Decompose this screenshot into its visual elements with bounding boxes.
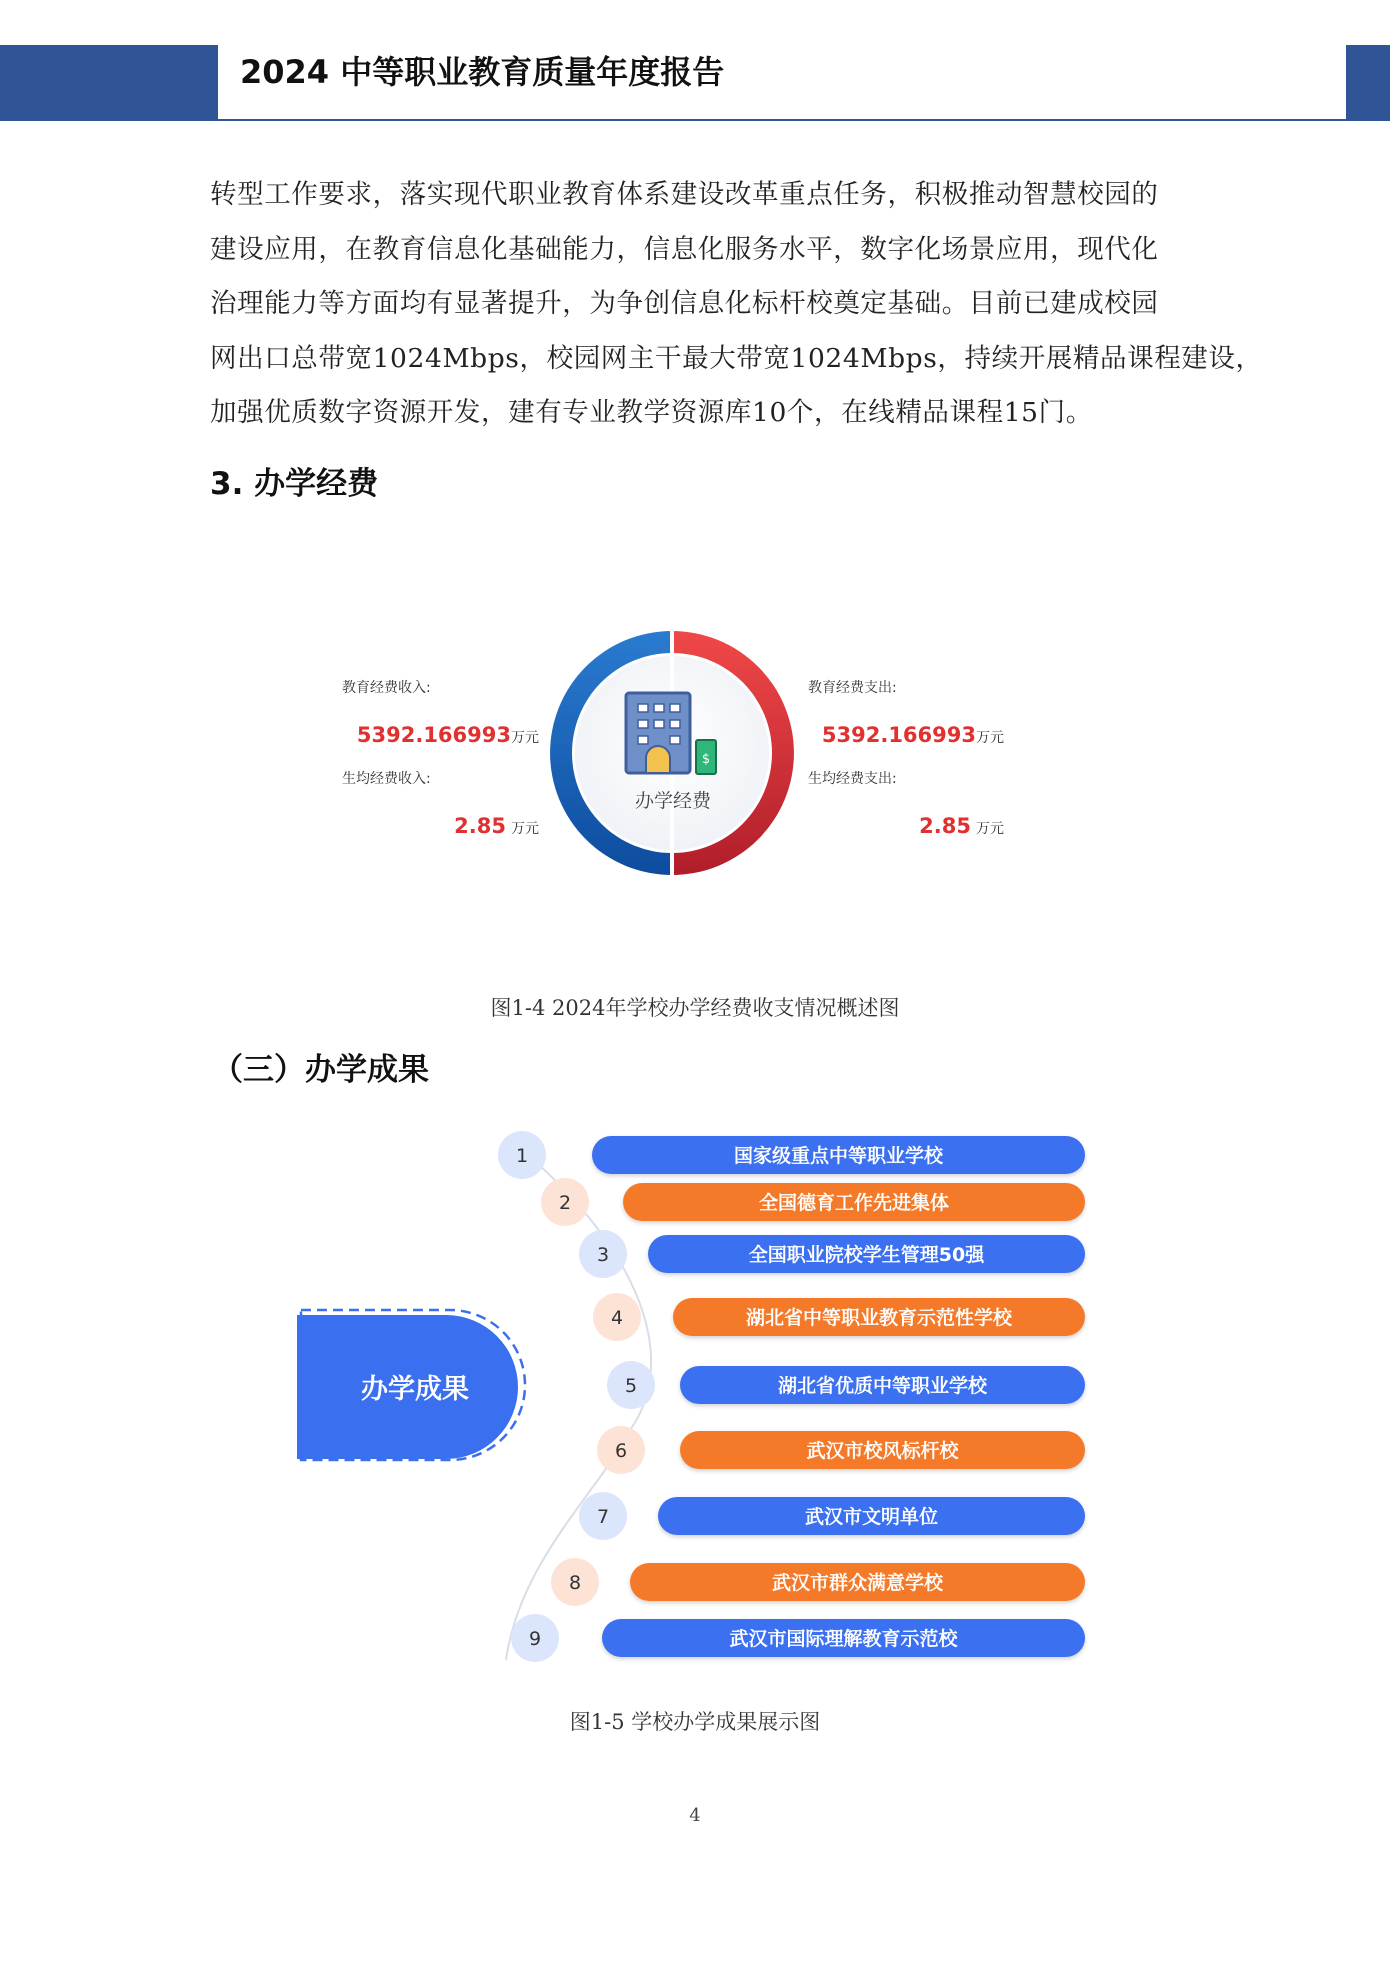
achievement-text: 全国职业院校学生管理50强: [748, 1244, 985, 1266]
achievements-center-label: 办学成果: [361, 1374, 469, 1405]
achievement-number: 8: [568, 1572, 582, 1594]
body-paragraph: [210, 168, 1263, 441]
achievement-text: 武汉市文明单位: [804, 1506, 939, 1528]
report-title: 2024 中等职业教育质量年度报告: [240, 53, 725, 91]
achievement-number: 9: [528, 1628, 542, 1650]
section-heading-funding: 3. 办学经费: [210, 466, 379, 502]
income-value-line: [357, 723, 539, 747]
achievement-text: 全国德育工作先进集体: [758, 1192, 950, 1214]
expense-label: 教育经费支出:: [808, 680, 897, 696]
income-unit: 万元: [511, 730, 539, 746]
achievement-number: 7: [596, 1506, 610, 1528]
body-line: 加强优质数字资源开发，建有专业教学资源库10个，在线精品课程15门。: [210, 397, 1093, 428]
funding-figure: [0, 600, 1390, 910]
achievement-number: 6: [614, 1440, 628, 1462]
achievement-number: 3: [596, 1244, 610, 1266]
achievement-text: 武汉市国际理解教育示范校: [729, 1628, 958, 1650]
achievement-number: 1: [515, 1145, 529, 1167]
per-student-income-unit: 万元: [511, 821, 539, 837]
per-student-income-label: 生均经费收入:: [342, 771, 431, 787]
achievement-text: 湖北省优质中等职业学校: [777, 1375, 988, 1397]
body-line: 治理能力等方面均有显著提升，为争创信息化标杆校奠定基础。目前已建成校园: [210, 288, 1159, 319]
header-right-bar: [1346, 45, 1390, 121]
achievement-number: 5: [624, 1375, 638, 1397]
per-student-expense-unit: 万元: [976, 821, 1004, 837]
section-heading-achievements: （三）办学成果: [212, 1052, 429, 1088]
income-label: 教育经费收入:: [342, 680, 431, 696]
expense-value: 5392.166993: [821, 723, 976, 747]
achievement-text: 国家级重点中等职业学校: [733, 1145, 944, 1167]
building-icon: [626, 693, 690, 773]
achievement-number: 2: [558, 1192, 572, 1214]
figure-caption-achievements: 图1-5 学校办学成果展示图: [569, 1710, 821, 1734]
achievement-text: 武汉市群众满意学校: [771, 1572, 944, 1594]
per-student-expense-value: 2.85: [919, 814, 971, 838]
body-line: 网出口总带宽1024Mbps，校园网主干最大带宽1024Mbps，持续开展精品课程建设，: [210, 342, 1263, 374]
money-icon: [696, 740, 716, 774]
header-rule: [218, 119, 1346, 121]
funding-center-label: 办学经费: [634, 790, 712, 812]
per-student-income-line: [454, 814, 539, 838]
achievement-text: 武汉市校风标杆校: [806, 1440, 959, 1462]
income-value: 5392.166993: [356, 723, 511, 747]
achievement-text: 湖北省中等职业教育示范性学校: [745, 1307, 1013, 1329]
per-student-income-value: 2.85: [454, 814, 506, 838]
expense-unit: 万元: [976, 730, 1004, 746]
per-student-expense-line: [919, 814, 1004, 838]
expense-value-line: [822, 723, 1004, 747]
body-line: 建设应用，在教育信息化基础能力，信息化服务水平，数字化场景应用，现代化: [210, 233, 1159, 265]
figure-caption-funding: 图1-4 2024年学校办学经费收支情况概述图: [490, 996, 900, 1020]
per-student-expense-label: 生均经费支出:: [808, 771, 897, 787]
header-left-bar: [0, 45, 218, 121]
achievements-figure: [0, 1100, 1390, 1680]
svg-text:$: $: [701, 752, 711, 767]
page-number: 4: [689, 1805, 701, 1826]
achievement-number: 4: [610, 1307, 624, 1329]
body-line: 转型工作要求，落实现代职业教育体系建设改革重点任务，积极推动智慧校园的: [210, 179, 1159, 210]
